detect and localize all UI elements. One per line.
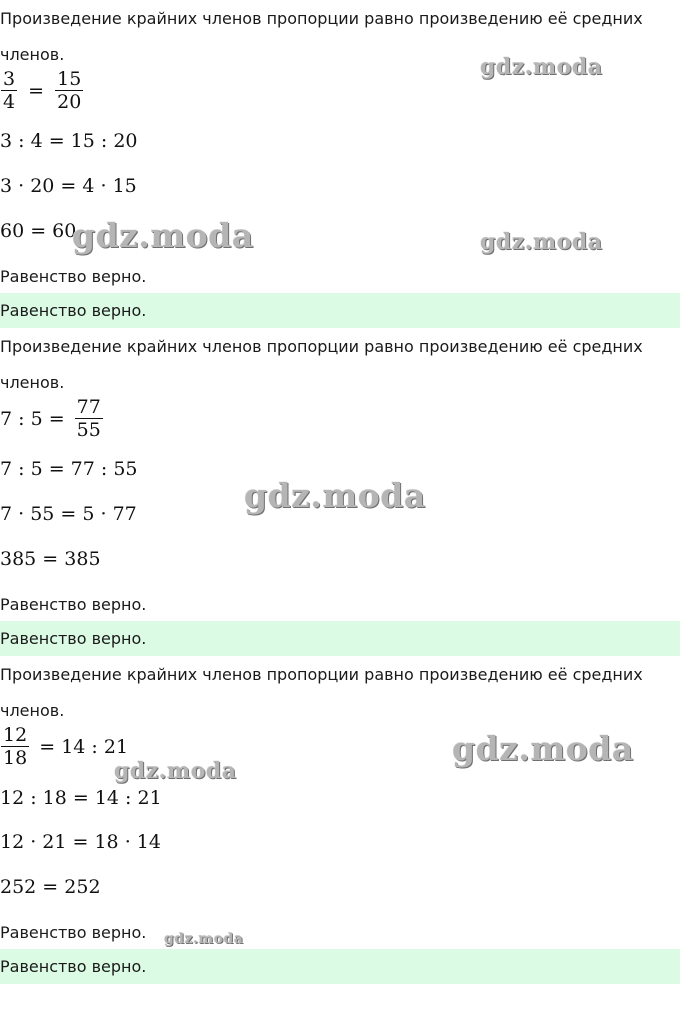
denominator: 4: [3, 91, 16, 113]
watermark-logo: gdz.moda: [164, 931, 244, 947]
watermark-logo: gdz.moda: [244, 476, 426, 515]
equation-ratio: 7 : 5 = 77 : 55: [0, 458, 138, 480]
equation-result: 252 = 252: [0, 876, 101, 898]
watermark-logo: gdz.moda: [452, 729, 634, 768]
rule-text-line1: Произведение крайних членов пропорции равно произведению её средних: [0, 9, 643, 28]
equation-result: 60 = 60: [0, 220, 77, 242]
numerator: 77: [76, 396, 101, 418]
equation-product: 12 · 21 = 18 · 14: [0, 831, 161, 853]
watermark-logo: gdz.moda: [114, 758, 237, 784]
fraction: [55, 68, 83, 113]
answer-text: Равенство верно.: [0, 629, 147, 648]
answer-text: Равенство верно.: [0, 301, 147, 320]
answer-box: [0, 949, 680, 984]
equation-ratio: 3 : 4 = 15 : 20: [0, 130, 138, 152]
equation-product: 3 · 20 = 4 · 15: [0, 175, 137, 197]
watermark-logo: gdz.moda: [480, 229, 603, 255]
numerator: 12: [3, 724, 28, 746]
numerator: 15: [57, 68, 82, 90]
equation-left: 7 : 5 =: [0, 407, 65, 430]
equation-right: = 14 : 21: [39, 735, 129, 758]
answer-text: Равенство верно.: [0, 957, 147, 976]
equation-fraction: [0, 396, 104, 441]
watermark-logo: gdz.moda: [480, 54, 603, 80]
conclusion-text: Равенство верно.: [0, 923, 147, 942]
equation-ratio: 12 : 18 = 14 : 21: [0, 787, 162, 809]
fraction: [1, 68, 17, 113]
fraction: [75, 396, 103, 441]
rule-text-line2: членов.: [0, 45, 65, 64]
fraction: [1, 724, 29, 769]
rule-text-line1: Произведение крайних членов пропорции равно произведению её средних: [0, 337, 643, 356]
answer-box: [0, 293, 680, 328]
answer-box: [0, 621, 680, 656]
equation-fraction: [0, 724, 128, 769]
denominator: 18: [3, 747, 28, 769]
numerator: 3: [3, 68, 16, 90]
equation-fraction: [0, 68, 84, 113]
conclusion-text: Равенство верно.: [0, 595, 147, 614]
denominator: 55: [76, 419, 101, 441]
equals-sign: =: [28, 79, 45, 102]
watermark-logo: gdz.moda: [72, 216, 254, 255]
denominator: 20: [57, 91, 82, 113]
rule-text-line2: членов.: [0, 701, 65, 720]
equation-result: 385 = 385: [0, 548, 101, 570]
rule-text-line2: членов.: [0, 373, 65, 392]
equation-product: 7 · 55 = 5 · 77: [0, 503, 137, 525]
conclusion-text: Равенство верно.: [0, 267, 147, 286]
rule-text-line1: Произведение крайних членов пропорции равно произведению её средних: [0, 665, 643, 684]
